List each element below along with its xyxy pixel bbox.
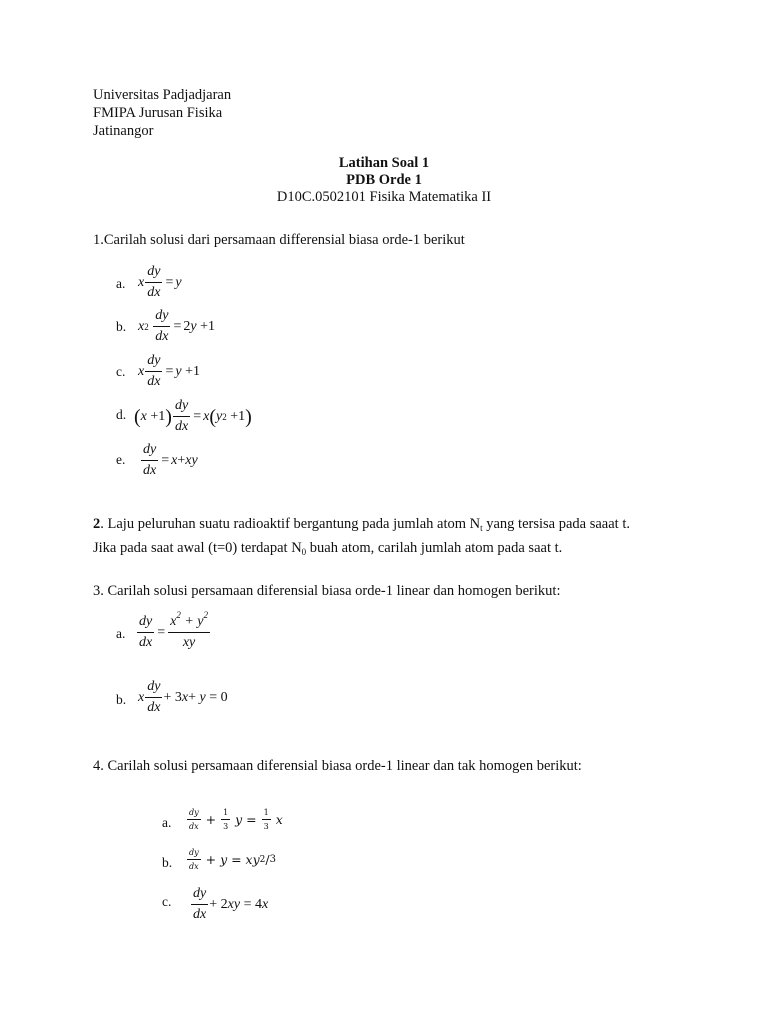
q1-equation-a: x $\frac{dy}{dx}$ = y [138, 264, 182, 300]
q1-equation-d: ( x +1 ) $\frac{dy}{dx}$ = x ( y 2 +1 ) [134, 398, 252, 434]
question-2-number: 2 [93, 516, 101, 532]
q3-equation-a: $\frac{dy}{dx}$ = $\frac{x^2 + y^2}{xy}$ [139, 610, 209, 650]
course-code: D10C.0502101 Fisika Matematika II [276, 189, 492, 205]
q4-label-a: a. [162, 815, 172, 830]
q1-equation-e: $\frac{dy}{dx}$ = x + xy [143, 442, 198, 478]
q3-equation-b: x $\frac{dy}{dx}$ + 3 x + y = 0 [138, 679, 228, 715]
q3-label-a: a. [116, 626, 126, 641]
q1-label-d: d. [116, 407, 127, 422]
question-2-line-1: 2. Laju peluruhan suatu radioaktif bergantung pada jumlah atom $N_t$ yang tersisa pada saaat t. [93, 516, 630, 533]
q1-label-a: a. [116, 276, 126, 291]
q4-equation-b: $\frac{dy}{dx}$ + y = xy 2 / 3 [189, 848, 276, 871]
page-title: Latihan Soal 1 [338, 155, 430, 171]
q1-equation-b: x 2 $\frac{dy}{dx}$ = 2 y +1 [138, 308, 215, 344]
q1-equation-c: x $\frac{dy}{dx}$ = y +1 [138, 353, 200, 389]
question-2-line-2: Jika pada saat awal (t=0) terdapat $N_0$ buah atom, carilah jumlah atom pada saat t. [93, 540, 563, 557]
q1-label-c: c. [116, 364, 126, 379]
q4-equation-a: $\frac{dy}{dx}$ + $\frac{1}{3}$ y = $\frac{1}{3}$ x [189, 808, 283, 831]
q4-label-b: b. [162, 855, 173, 870]
q4-label-c: c. [162, 894, 172, 909]
q1-label-e: e. [116, 452, 126, 467]
department-name: FMIPA Jurusan Fisika [93, 105, 223, 121]
university-name: Universitas Padjadjaran [93, 87, 232, 103]
q3-label-b: b. [116, 692, 127, 707]
question-3-text: 3. Carilah solusi persamaan diferensial biasa orde-1 linear dan homogen berikut: [93, 583, 561, 599]
question-1-text: 1.Carilah solusi dari persamaan differensial biasa orde-1 berikut [93, 232, 465, 248]
page-subtitle: PDB Orde 1 [346, 172, 422, 188]
campus-name: Jatinangor [93, 123, 154, 139]
question-4-text: 4. Carilah solusi persamaan diferensial biasa orde-1 linear dan tak homogen berikut: [93, 758, 582, 774]
q4-equation-c: $\frac{dy}{dx}$ + 2 xy = 4 x [193, 886, 269, 922]
q1-label-b: b. [116, 319, 127, 334]
